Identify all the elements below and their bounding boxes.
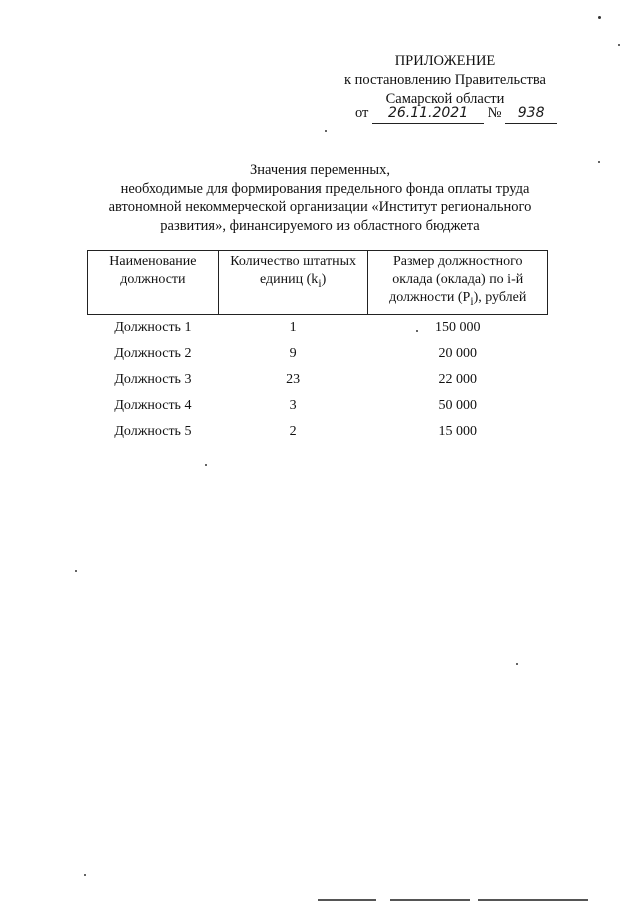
table-row [88,393,548,419]
staff-count: 9 [289,345,297,361]
title-line-3: автономной некоммерческой организации «Институт регионального [108,199,532,215]
salary: 15 000 [438,423,477,439]
header-salary [368,251,548,315]
handwritten-number: 938 [505,104,557,124]
positions-table [87,250,548,445]
position-name: Должность 4 [114,397,192,413]
scan-edge-mark [318,899,376,901]
header-staff-count-end: ) [321,272,327,287]
staff-count: 3 [289,397,297,413]
position-name: Должность 1 [114,319,192,335]
table-row [88,367,548,393]
scan-speck [416,330,418,332]
scan-speck [598,161,600,163]
scan-speck [598,16,601,19]
position-name: Должность 3 [114,371,192,387]
header-salary-subscript: i [470,294,474,308]
header-staff-count-subscript: i [318,276,322,290]
salary: 22 000 [438,371,477,387]
staff-count: 2 [289,423,297,439]
header-staff-count [218,251,368,315]
table-header-row [88,251,548,315]
number-prefix: № [487,105,502,121]
table-row [88,341,548,367]
scan-speck [205,464,207,466]
scan-speck [618,44,620,46]
header-position-name: Наименование должности [88,251,219,315]
date-number-line [355,104,555,124]
scan-speck [84,874,86,876]
staff-count: 1 [289,319,297,335]
salary: 50 000 [438,397,477,413]
title-line-1: Значения переменных, [249,162,391,178]
salary: 20 000 [438,345,477,361]
header-salary-end: ), рублей [473,290,527,305]
salary: 150 000 [434,319,481,335]
position-name: Должность 5 [114,423,192,439]
appendix-label: ПРИЛОЖЕНИЕ [394,53,496,69]
table-row [88,419,548,445]
table-row [88,314,548,341]
document-title [80,161,560,235]
date-prefix: от [355,105,369,121]
position-name: Должность 2 [114,345,192,361]
scan-speck [75,570,77,572]
resolution-line: к постановлению Правительства [344,72,546,88]
header-staff-count-text: Количество штатных единиц (k [230,254,357,287]
region-line: Самарской области [385,91,505,107]
header-salary-text: Размер должностного оклада (оклада) по i-й должности (P [389,254,524,305]
staff-count: 23 [286,371,301,387]
title-line-4: развития», финансируемого из областного бюджета [160,217,480,234]
scan-edge-mark [390,899,470,901]
title-line-2: необходимые для формирования предельного фонда оплаты труда [120,180,530,197]
scan-edge-mark [478,899,588,901]
appendix-header [330,52,560,109]
scan-speck [325,130,327,132]
scan-speck [516,663,518,665]
handwritten-date: 26.11.2021 [372,104,484,124]
